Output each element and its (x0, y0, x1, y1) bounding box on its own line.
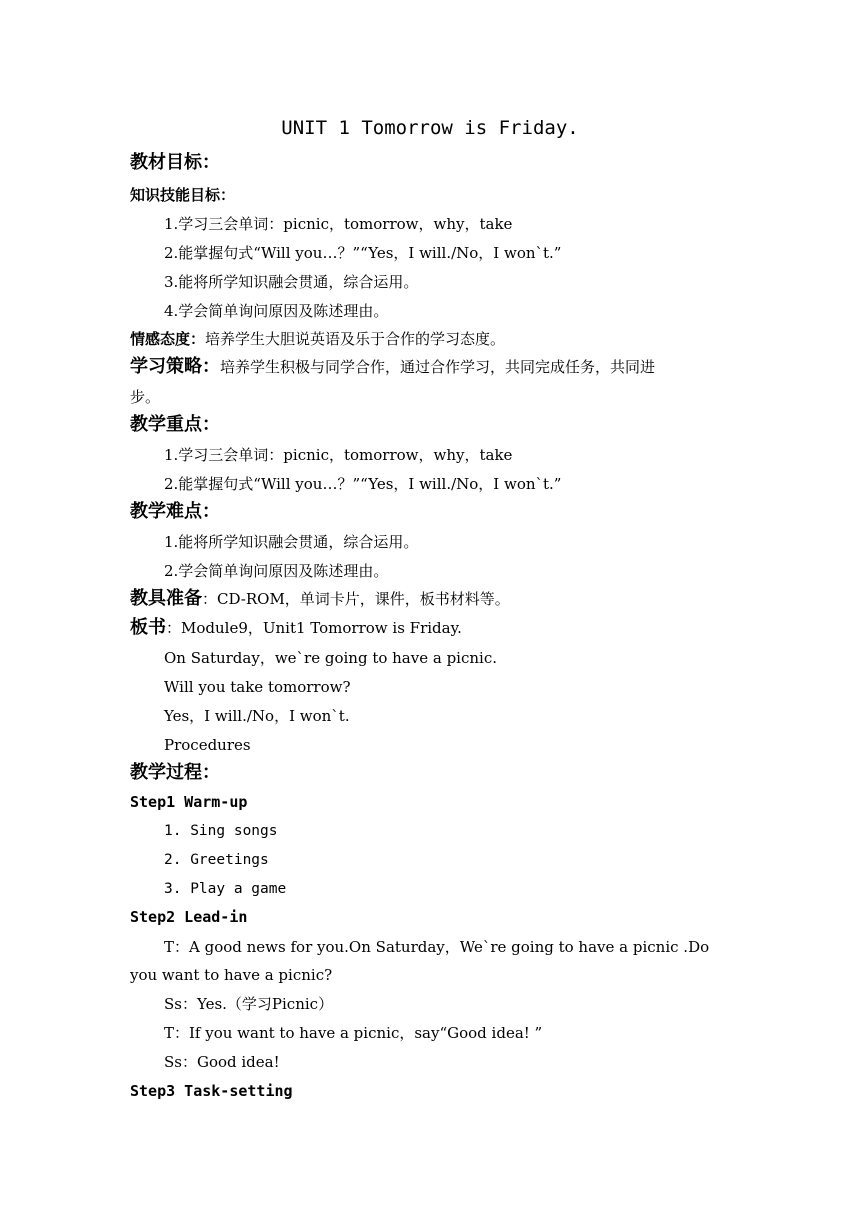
board-writing-label: 板书 (130, 617, 166, 638)
teaching-aids-line (130, 588, 510, 610)
step2-dialogue-line-1-continued: you want to have a picnic? (130, 966, 333, 984)
step2-dialogue-line-2: Ss：Yes.（学习Picnic） (164, 995, 334, 1013)
step3-heading: Step3 Task-setting (130, 1082, 293, 1100)
teaching-aids-text: ：CD-ROM，单词卡片，课件，板书材料等。 (202, 590, 510, 608)
subheading-knowledge-skills: 知识技能目标： (130, 186, 236, 204)
difficulty-item-2: 2.学会简单询问原因及陈述理由。 (164, 562, 389, 580)
attitude-label: 情感态度： (130, 330, 206, 348)
section-heading-key-points: 教学重点： (130, 414, 220, 435)
key-point-item-1: 1.学习三会单词：picnic，tomorrow，why，take (164, 446, 513, 464)
teaching-aids-label: 教具准备 (130, 588, 202, 609)
board-line-4: Procedures (164, 736, 251, 754)
section-heading-teaching-goals: 教材目标： (130, 152, 220, 173)
step1-item-2: 2. Greetings (164, 852, 269, 868)
strategy-label: 学习策略： (130, 356, 220, 377)
key-point-item-2: 2.能掌握句式“Will you…？”“Yes，I will./No，I won`t.” (164, 475, 562, 493)
board-writing-text: ：Module9，Unit1 Tomorrow is Friday. (166, 619, 462, 637)
knowledge-item-3: 3.能将所学知识融会贯通，综合运用。 (164, 273, 419, 291)
knowledge-item-1: 1.学习三会单词：picnic，tomorrow，why，take (164, 215, 513, 233)
board-line-2: Will you take tomorrow? (164, 678, 351, 696)
strategy-line (130, 356, 655, 378)
section-heading-difficulties: 教学难点： (130, 501, 220, 522)
step2-dialogue-line-4: Ss：Good idea! (164, 1053, 280, 1071)
strategy-text-continued: 步。 (130, 388, 161, 406)
document-title: UNIT 1 Tomorrow is Friday. (281, 117, 579, 139)
step1-heading: Step1 Warm-up (130, 793, 248, 811)
knowledge-item-2: 2.能掌握句式“Will you…？”“Yes，I will./No，I won`t.” (164, 244, 562, 262)
step1-item-1: 1. Sing songs (164, 823, 278, 839)
step2-dialogue-line-3: T：If you want to have a picnic，say“Good idea! ” (164, 1024, 543, 1042)
difficulty-item-1: 1.能将所学知识融会贯通，综合运用。 (164, 533, 419, 551)
step2-heading: Step2 Lead-in (130, 908, 248, 926)
attitude-line (130, 329, 505, 349)
step2-dialogue-line-1: T：A good news for you.On Saturday，We`re going to have a picnic .Do (164, 938, 710, 956)
attitude-text: 培养学生大胆说英语及乐于合作的学习态度。 (205, 330, 506, 348)
step1-item-3: 3. Play a game (164, 881, 287, 897)
board-line-3: Yes，I will./No，I won`t. (164, 707, 350, 725)
knowledge-item-4: 4.学会简单询问原因及陈述理由。 (164, 302, 389, 320)
board-line-1: On Saturday，we`re going to have a picnic. (164, 649, 498, 667)
section-heading-procedures: 教学过程： (130, 762, 220, 783)
strategy-text: 培养学生积极与同学合作，通过合作学习，共同完成任务，共同进 (220, 358, 656, 376)
board-writing-line (130, 617, 462, 639)
